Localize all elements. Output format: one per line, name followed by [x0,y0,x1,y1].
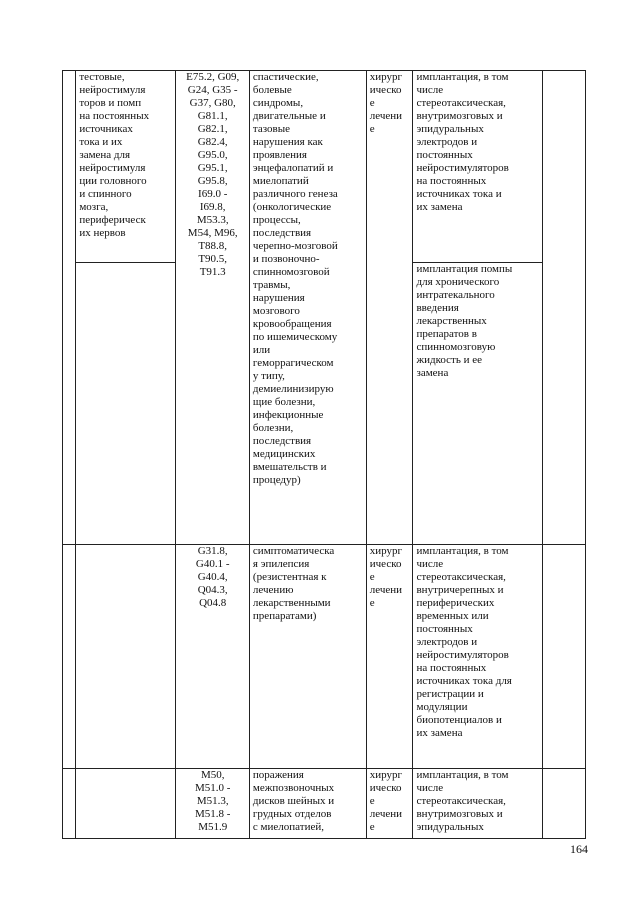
norm-cell [542,71,585,545]
diagnosis-cell: спастические, болевые синдромы, двигательные и тазовые нарушения как проявления энцефалопатий и миелопатий различного генеза (онкологические процессы, последствия черепно-мозговой и позвоночно- спинномозговой травмы, нарушения мозгового кровообращения по ишемическому или геморрагическом у типу, демиелинизирую щие болезни, инфекционные болезни, последствия медицинских вмешательств и процедур) [249,71,366,545]
row-number-cell [63,769,76,839]
treatment-type-cell [76,545,176,769]
diagnosis-cell: симптоматическа я эпилепсия (резистентная к лечению лекарственными препаратами) [249,545,366,769]
method-cell: имплантация, в том числе стереотаксическая, внутримозговых и эпидуральных электродов и постоянных нейростимуляторов на постоянных источниках тока и их замена [413,71,542,263]
treatment-kind-cell: хирург ическо е лечени е [366,71,413,545]
treatment-kind-cell: хирург ическо е лечени е [366,545,413,769]
page-number: 164 [570,842,588,856]
icd-codes-cell: E75.2, G09, G24, G35 - G37, G80, G81.1, G82.1, G82.4, G95.0, G95.1, G95.8, I69.0 - I69.8, M53.3, M54, M96, T88.8, T90.5, T91.3 [176,71,249,545]
method-cell: имплантация, в том числе стереотаксическая, внутричерепных и периферических временных или постоянных электродов и нейростимуляторов на постоянных источниках тока для регистрации и модуляции биопотенциалов и их замена [413,545,542,769]
procedures-table [62,70,586,839]
table-row [63,71,586,263]
norm-cell [542,769,585,839]
icd-codes-cell: G31.8, G40.1 - G40.4, Q04.3, Q04.8 [176,545,249,769]
treatment-type-cell [76,769,176,839]
row-number-cell [63,71,76,545]
norm-cell [542,545,585,769]
treatment-kind-cell: хирург ическо е лечени е [366,769,413,839]
row-number-cell [63,545,76,769]
table-row [63,545,586,769]
method-cell: имплантация помпы для хронического интратекального введения лекарственных препаратов в спинномозговую жидкость и ее замена [413,263,542,545]
method-cell: имплантация, в том числе стереотаксическая, внутримозговых и эпидуральных [413,769,542,839]
table-row [63,769,586,839]
icd-codes-cell: M50, M51.0 - M51.3, M51.8 - M51.9 [176,769,249,839]
treatment-type-cell [76,263,176,545]
diagnosis-cell: поражения межпозвоночных дисков шейных и грудных отделов с миелопатией, [249,769,366,839]
treatment-type-cell: тестовые, нейростимуля торов и помп на постоянных источниках тока и их замена для нейростимуля ции головного и спинного мозга, периферическ их нервов [76,71,176,263]
